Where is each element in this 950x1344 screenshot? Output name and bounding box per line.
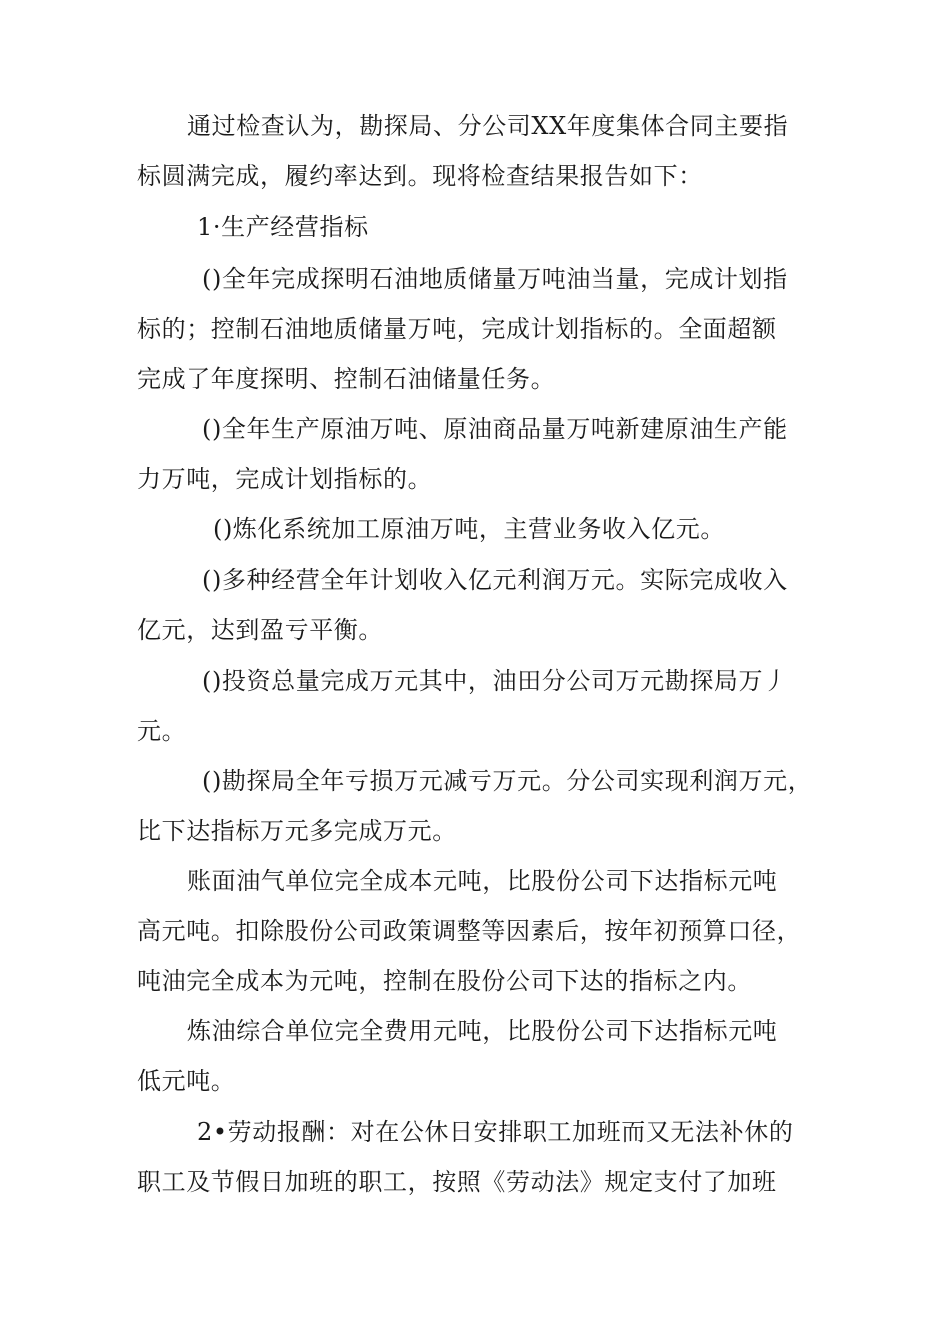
paragraph-line: 力万吨，完成计划指标的。 xyxy=(137,465,433,493)
paragraph-line: 吨油完全成本为元吨，控制在股份公司下达的指标之内。 xyxy=(137,967,752,995)
paragraph-line: ()勘探局全年亏损万元减亏万元。分公司实现利润万元， xyxy=(202,767,813,795)
paragraph-line: ()全年完成探明石油地质储量万吨油当量，完成计划指 xyxy=(202,265,788,293)
paragraph-line: 低元吨。 xyxy=(137,1067,236,1095)
paragraph-line: ()投资总量完成万元其中，油田分公司万元勘探局万丿 xyxy=(202,667,788,695)
section-heading: 1·生产经营指标 xyxy=(197,213,369,241)
paragraph-line: 元。 xyxy=(137,717,187,745)
paragraph-line: 标圆满完成，履约率达到。现将检查结果报告如下： xyxy=(137,162,703,190)
paragraph-line: ()多种经营全年计划收入亿元利润万元。实际完成收入 xyxy=(202,566,788,594)
paragraph-line: 账面油气单位完全成本元吨，比股份公司下达指标元吨 xyxy=(187,867,778,895)
paragraph-line: ()全年生产原油万吨、原油商品量万吨新建原油生产能 xyxy=(202,415,788,443)
paragraph-line: ()炼化系统加工原油万吨，主营业务收入亿元。 xyxy=(213,515,725,543)
paragraph-line: 高元吨。扣除股份公司政策调整等因素后，按年初预算口径， xyxy=(137,917,802,945)
paragraph-line: 比下达指标万元多完成万元。 xyxy=(137,817,457,845)
paragraph-line: 完成了年度探明、控制石油储量任务。 xyxy=(137,365,556,393)
paragraph-line: 亿元，达到盈亏平衡。 xyxy=(137,616,383,644)
paragraph-line: 通过检查认为，勘探局、分公司XX年度集体合同主要指 xyxy=(187,112,789,140)
paragraph-line: 标的；控制石油地质储量万吨，完成计划指标的。全面超额 xyxy=(137,315,777,343)
paragraph-line: 职工及节假日加班的职工，按照《劳动法》规定支付了加班 xyxy=(137,1168,777,1196)
paragraph-line: 炼油综合单位完全费用元吨，比股份公司下达指标元吨 xyxy=(187,1017,778,1045)
section-heading: 2•劳动报酬：对在公休日安排职工加班而又无法补休的 xyxy=(197,1118,794,1146)
